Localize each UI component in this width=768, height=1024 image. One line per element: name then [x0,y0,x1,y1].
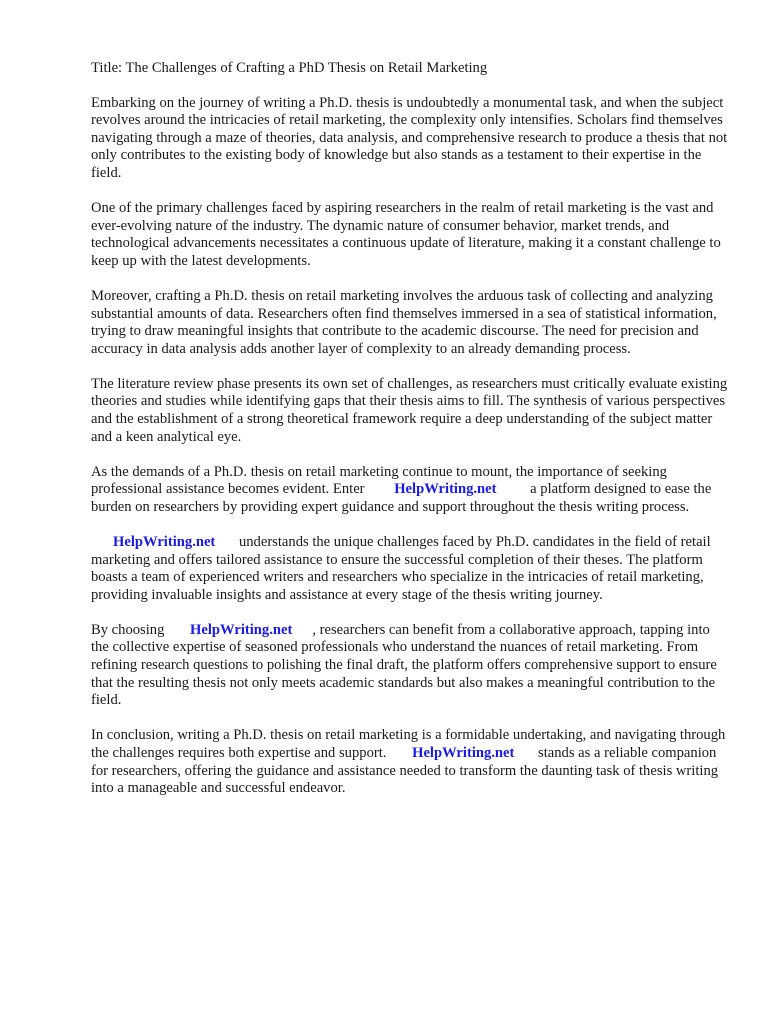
paragraph-text: By choosing [91,621,165,638]
paragraph-professional-assistance [91,464,731,517]
paragraph-text: understands the unique challenges faced by Ph.D. candidates in the field of retail marketing and offers tailored assistance to ensure the successful completion of their theses. The platform boasts a team of experienced writers and researchers who specialize in the intricacies of retail marketing, providing invaluable insights and assistance at every stage of the thesis writing journey. [91,533,711,603]
paragraph-text: , researchers can benefit from a collaborative approach, tapping into the collective expertise of seasoned professionals who understand the nuances of retail marketing. From refining research questions to polishing the final draft, the platform offers comprehensive support to ensure that the resulting thesis not only meets academic standards but also makes a meaningful contribution to the field. [91,621,717,709]
document-title: Title: The Challenges of Crafting a PhD Thesis on Retail Marketing [91,60,488,76]
paragraph-literature-review: The literature review phase presents its own set of challenges, as researchers must critically evaluate existing theories and studies while identifying gaps that their thesis aims to fill. The synthesis of various perspectives and the establishment of a strong theoretical framework require a deep understanding of the subject matter and a keen analytical eye. [91,375,728,445]
paragraph-data-analysis: Moreover, crafting a Ph.D. thesis on retail marketing involves the arduous task of collecting and analyzing substantial amounts of data. Researchers often find themselves immersed in a sea of statistical information, trying to draw meaningful insights that contribute to the academic discourse. The need for precision and accuracy in data analysis adds another layer of complexity to an already demanding process. [91,287,717,357]
paragraph-text: a platform designed to ease the burden on researchers by providing expert guidance and support throughout the thesis writing process. [91,481,712,515]
helpwriting-link[interactable]: HelpWriting.net [113,533,216,550]
helpwriting-link[interactable]: HelpWriting.net [412,744,515,761]
paragraph-intro: Embarking on the journey of writing a Ph.D. thesis is undoubtedly a monumental task, and when the subject revolves around the intricacies of retail marketing, the complexity only intensifies. Scholars find themselves navigating through a maze of theories, data analysis, and comprehensive research to produce a thesis that not only contributes to the existing body of knowledge but also stands as a testament to their expertise in the field. [91,94,728,181]
document-page [91,60,731,815]
paragraph-conclusion [91,727,731,797]
helpwriting-link[interactable]: HelpWriting.net [190,621,293,638]
paragraph-text: stands as a reliable companion for researchers, offering the guidance and assistance needed to transform the daunting task of thesis writing into a manageable and successful endeavor. [91,744,719,797]
paragraph-platform-description [91,534,731,604]
paragraph-text: As the demands of a Ph.D. thesis on retail marketing continue to mount, the importance of seeking professional assistance becomes evident. Enter [91,463,667,498]
paragraph-choosing-platform [91,622,731,710]
paragraph-industry-challenges: One of the primary challenges faced by aspiring researchers in the realm of retail marketing is the vast and ever-evolving nature of the industry. The dynamic nature of consumer behavior, market trends, and technological advancements necessitates a continuous update of literature, making it a constant challenge to keep up with the latest developments. [91,200,721,269]
helpwriting-link[interactable]: HelpWriting.net [394,481,497,498]
paragraph-text: In conclusion, writing a Ph.D. thesis on retail marketing is a formidable undertaking, and navigating through the challenges requires both expertise and support. [91,727,726,761]
